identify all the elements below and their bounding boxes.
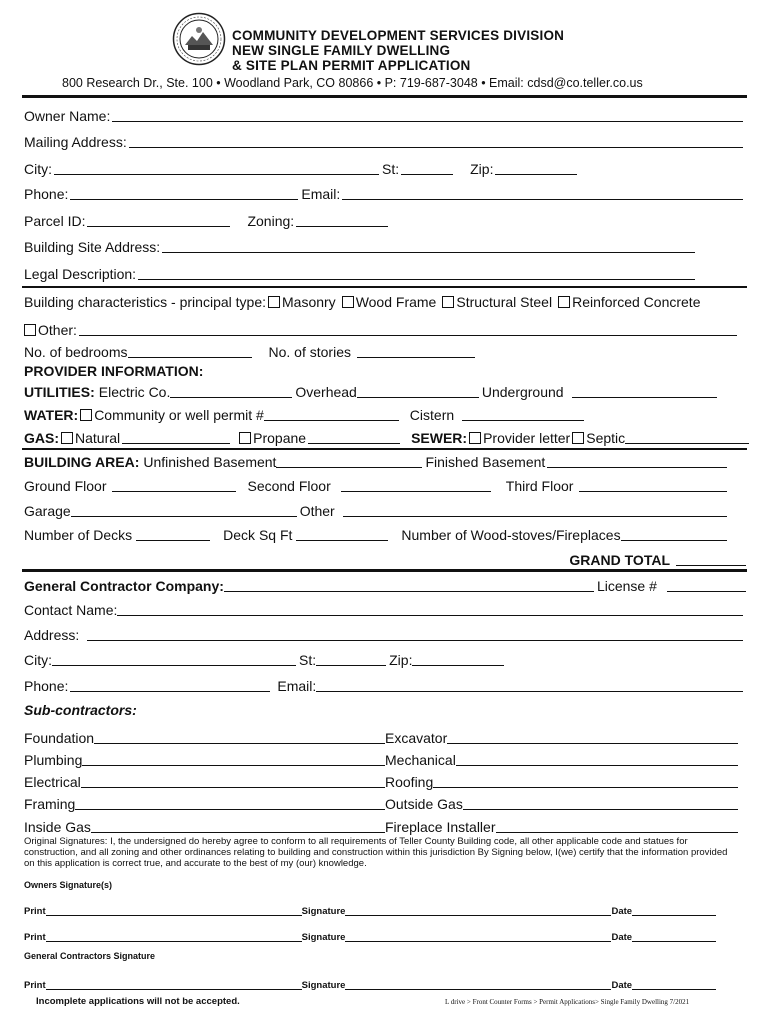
deck-sqft-label: Deck Sq Ft: [223, 527, 293, 543]
state-label: St:: [382, 161, 400, 177]
contact-name-label: Contact Name:: [24, 602, 118, 618]
city-label: City:: [24, 161, 52, 177]
finished-basement-label: Finished Basement: [425, 454, 546, 470]
natural-gas-checkbox[interactable]: [61, 432, 73, 444]
header-title-1: COMMUNITY DEVELOPMENT SERVICES DIVISION: [232, 28, 565, 43]
subcontractor-right-field[interactable]: [433, 773, 738, 788]
water-label: WATER:: [24, 407, 79, 423]
zip-label: Zip:: [470, 161, 494, 177]
contractor-phone-field[interactable]: [70, 677, 270, 692]
other-type-checkbox[interactable]: [24, 324, 36, 336]
subcontractor-left-label: Electrical: [24, 774, 81, 790]
subcontractor-right-label: Mechanical: [385, 752, 456, 768]
contractor-zip-field[interactable]: [412, 651, 504, 666]
legal-description-label: Legal Description:: [24, 266, 137, 282]
date-label: Date: [611, 980, 633, 991]
header-rule: [22, 95, 747, 98]
contractor-state-label: St:: [299, 652, 317, 668]
contractor-email-label: Email:: [277, 678, 317, 694]
signature-label: Signature: [301, 906, 346, 917]
email-field[interactable]: [342, 185, 743, 200]
contractor-date-field[interactable]: [632, 980, 716, 990]
gas-sewer-row: [24, 426, 752, 446]
reinforced-concrete-label: Reinforced Concrete: [572, 294, 701, 310]
grand-total-label: GRAND TOTAL: [569, 552, 670, 568]
wood-frame-label: Wood Frame: [355, 294, 437, 310]
mailing-address-field[interactable]: [129, 133, 743, 148]
owner-print-field-2[interactable]: [46, 932, 302, 942]
third-floor-label: Third Floor: [505, 478, 574, 494]
sewer-label: SEWER:: [411, 430, 468, 446]
signature-label: Signature: [301, 932, 346, 943]
owner-phone-row: [24, 182, 746, 202]
owner-print-field-1[interactable]: [46, 906, 302, 916]
contractor-email-field[interactable]: [316, 677, 743, 692]
overhead-field[interactable]: [357, 383, 479, 398]
masonry-checkbox[interactable]: [268, 296, 280, 308]
contractor-print-field[interactable]: [46, 980, 302, 990]
woodstoves-label: Number of Wood-stoves/Fireplaces: [401, 527, 621, 543]
signature-statement: Original Signatures: I, the undersigned do hereby agree to conform to all requirements of Teller County Building code, all other applicable code and statues for construction, and all zoning and other ordinances relating to building and construction within this jurisdiction By Signing below, I(we) certify that the information provided on this application is correct true, and accurate to the best of my (our) knowledge.: [24, 836, 728, 869]
principal-type-row: [24, 290, 752, 310]
subcontractor-right-field[interactable]: [463, 795, 738, 810]
decks-label: Number of Decks: [24, 527, 133, 543]
footer-file-path: L drive > Front Counter Forms > Permit Applications> Single Family Dwelling 7/2021: [445, 998, 690, 1006]
site-address-label: Building Site Address:: [24, 239, 161, 255]
bedrooms-field[interactable]: [128, 343, 252, 358]
subcontractor-right-label: Outside Gas: [385, 796, 463, 812]
subcontractor-left-label: Framing: [24, 796, 76, 812]
electric-label: Electric Co.: [98, 384, 171, 400]
provider-title: PROVIDER INFORMATION:: [24, 363, 204, 379]
garage-row: [24, 499, 730, 519]
overhead-label: Overhead: [295, 384, 357, 400]
grand-total-field[interactable]: [676, 551, 746, 566]
subcontractor-right-label: Excavator: [385, 730, 448, 746]
underground-field[interactable]: [572, 383, 717, 398]
subcontractor-left-field[interactable]: [81, 773, 385, 788]
subcontractor-left-label: Inside Gas: [24, 819, 91, 835]
ground-floor-label: Ground Floor: [24, 478, 107, 494]
contractor-address-label: Address:: [24, 627, 80, 643]
owner-date-field-1[interactable]: [632, 906, 716, 916]
site-address-row: [24, 235, 698, 255]
other-type-row: [24, 318, 740, 338]
date-label: Date: [611, 932, 633, 943]
cistern-field[interactable]: [462, 406, 584, 421]
reinforced-concrete-checkbox[interactable]: [558, 296, 570, 308]
contractor-signature-field[interactable]: [345, 980, 611, 990]
subcontractor-right-label: Roofing: [385, 774, 434, 790]
subcontractor-row: [24, 726, 738, 746]
propane-checkbox[interactable]: [239, 432, 251, 444]
contractor-city-field[interactable]: [52, 651, 296, 666]
county-seal-logo: [172, 12, 226, 66]
contractor-signature-row: [24, 977, 724, 991]
ground-floor-field[interactable]: [112, 477, 236, 492]
contractor-signature-heading: General Contractors Signature: [24, 951, 156, 961]
other-type-field[interactable]: [79, 321, 737, 336]
header-address: 800 Research Dr., Ste. 100 • Woodland Park, CO 80866 • P: 719-687-3048 • Email: cdsd@co.teller.co.us: [62, 76, 643, 90]
basement-row: [24, 450, 730, 470]
subcontractor-left-field[interactable]: [75, 795, 385, 810]
underground-label: Underground: [481, 384, 564, 400]
contractor-city-label: City:: [24, 652, 52, 668]
parcel-row: [24, 209, 746, 229]
utilities-row: [24, 380, 720, 400]
legal-description-field[interactable]: [138, 265, 695, 280]
signature-label: Signature: [301, 980, 346, 991]
grand-total-row: [24, 548, 746, 568]
contractor-address-row: [24, 623, 746, 643]
cistern-label: Cistern: [409, 407, 455, 423]
section-rule-1: [22, 286, 747, 288]
natural-gas-field[interactable]: [122, 429, 230, 444]
owner-signature-field-2[interactable]: [345, 932, 611, 942]
wood-frame-checkbox[interactable]: [342, 296, 354, 308]
contractor-address-field[interactable]: [87, 626, 743, 641]
area-other-label: Other: [299, 503, 335, 519]
community-label: Community or well permit #: [94, 407, 264, 423]
subcontractor-right-label: Fireplace Installer: [385, 819, 496, 835]
structural-steel-label: Structural Steel: [456, 294, 553, 310]
owner-city-row: [24, 157, 746, 177]
print-label: Print: [24, 980, 46, 991]
area-other-field[interactable]: [343, 502, 727, 517]
water-row: [24, 403, 746, 423]
mailing-address-row: [24, 130, 746, 150]
other-type-label: Other:: [38, 322, 77, 338]
owner-signature-row-1: [24, 903, 724, 917]
license-field[interactable]: [667, 577, 746, 592]
subcontractor-left-field[interactable]: [91, 818, 385, 833]
print-label: Print: [24, 906, 46, 917]
provider-letter-checkbox[interactable]: [469, 432, 481, 444]
floors-row: [24, 474, 730, 494]
owner-name-label: Owner Name:: [24, 108, 111, 124]
zoning-field[interactable]: [296, 212, 388, 227]
bedrooms-label: No. of bedrooms: [24, 344, 128, 360]
incomplete-notice: Incomplete applications will not be accepted.: [36, 996, 240, 1007]
legal-description-row: [24, 262, 698, 282]
zip-field[interactable]: [495, 160, 577, 175]
phone-field[interactable]: [70, 185, 298, 200]
phone-label: Phone:: [24, 186, 69, 202]
print-label: Print: [24, 932, 46, 943]
parcel-field[interactable]: [87, 212, 230, 227]
community-field[interactable]: [264, 406, 399, 421]
contractor-city-row: [24, 648, 746, 668]
utilities-label: UTILITIES:: [24, 384, 95, 400]
owner-date-field-2[interactable]: [632, 932, 716, 942]
gas-label: GAS:: [24, 430, 59, 446]
natural-gas-label: Natural: [75, 430, 121, 446]
subcontractor-right-field[interactable]: [456, 751, 738, 766]
community-checkbox[interactable]: [80, 409, 92, 421]
unfinished-basement-label: Unfinished Basement: [143, 454, 277, 470]
section-rule-3: [22, 569, 747, 572]
contractor-zip-label: Zip:: [389, 652, 413, 668]
woodstoves-field[interactable]: [621, 526, 727, 541]
provider-letter-label: Provider letter: [483, 430, 571, 446]
subcontractor-right-field[interactable]: [447, 729, 738, 744]
subcontractor-row: [24, 770, 738, 790]
bedrooms-row: [24, 340, 746, 360]
decks-field[interactable]: [136, 526, 210, 541]
septic-label: Septic: [586, 430, 626, 446]
building-area-title: BUILDING AREA:: [24, 454, 140, 470]
septic-field[interactable]: [625, 429, 749, 444]
city-field[interactable]: [54, 160, 379, 175]
decks-row: [24, 523, 730, 543]
subcontractor-left-field[interactable]: [82, 751, 385, 766]
contractor-company-field[interactable]: [224, 577, 594, 592]
propane-label: Propane: [253, 430, 307, 446]
deck-sqft-field[interactable]: [296, 526, 388, 541]
owner-name-field[interactable]: [112, 107, 743, 122]
subcontractors-title: Sub-contractors:: [24, 702, 137, 718]
third-floor-field[interactable]: [579, 477, 727, 492]
garage-field[interactable]: [71, 502, 297, 517]
owner-name-row: [24, 104, 746, 124]
unfinished-basement-field[interactable]: [276, 453, 422, 468]
contact-name-row: [24, 598, 746, 618]
mailing-address-label: Mailing Address:: [24, 134, 127, 150]
stories-label: No. of stories: [268, 344, 351, 360]
subcontractor-left-field[interactable]: [94, 729, 385, 744]
structural-steel-checkbox[interactable]: [442, 296, 454, 308]
license-label: License #: [596, 578, 657, 594]
septic-checkbox[interactable]: [572, 432, 584, 444]
parcel-label: Parcel ID:: [24, 213, 86, 229]
header-title-3: & SITE PLAN PERMIT APPLICATION: [232, 58, 471, 73]
subcontractor-right-field[interactable]: [496, 818, 739, 833]
header-title-2: NEW SINGLE FAMILY DWELLING: [232, 43, 451, 58]
subcontractor-left-label: Plumbing: [24, 752, 83, 768]
contractor-state-field[interactable]: [316, 651, 386, 666]
contact-name-field[interactable]: [117, 601, 743, 616]
owner-signature-field-1[interactable]: [345, 906, 611, 916]
masonry-label: Masonry: [282, 294, 336, 310]
contractor-phone-row: [24, 674, 746, 694]
second-floor-field[interactable]: [341, 477, 491, 492]
site-address-field[interactable]: [162, 238, 695, 253]
characteristics-label: Building characteristics - principal type:: [24, 294, 266, 310]
zoning-label: Zoning:: [247, 213, 295, 229]
owner-signature-row-2: [24, 929, 724, 943]
subcontractor-row: [24, 748, 738, 768]
second-floor-label: Second Floor: [247, 478, 331, 494]
garage-label: Garage: [24, 503, 71, 519]
finished-basement-field[interactable]: [547, 453, 727, 468]
state-field[interactable]: [401, 160, 453, 175]
contractor-company-row: [24, 574, 746, 594]
subcontractor-row: [24, 815, 738, 835]
electric-field[interactable]: [170, 383, 292, 398]
email-label: Email:: [301, 186, 341, 202]
stories-field[interactable]: [357, 343, 475, 358]
contractor-phone-label: Phone:: [24, 678, 69, 694]
subcontractor-row: [24, 792, 738, 812]
contractor-company-label: General Contractor Company:: [24, 578, 224, 594]
propane-field[interactable]: [308, 429, 400, 444]
owners-signature-heading: Owners Signature(s): [24, 880, 113, 890]
subcontractor-left-label: Foundation: [24, 730, 95, 746]
date-label: Date: [611, 906, 633, 917]
